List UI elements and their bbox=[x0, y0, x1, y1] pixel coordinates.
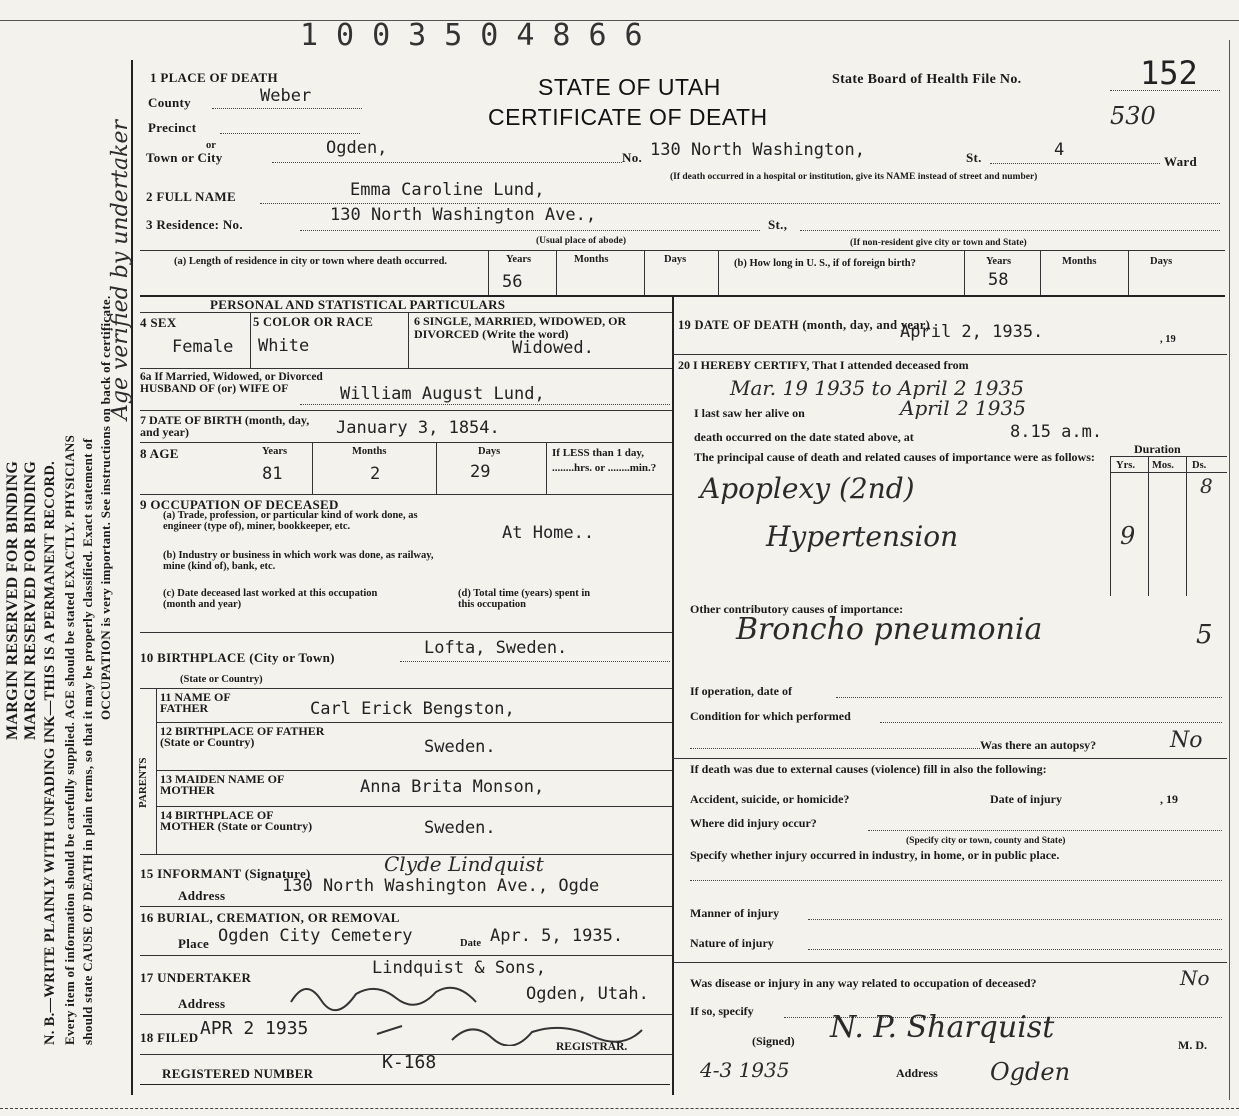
non-resident-note: (If non-resident give city or town and State) bbox=[850, 238, 1027, 248]
county-label: County bbox=[148, 95, 191, 110]
b-years-value: 58 bbox=[988, 270, 1009, 290]
marital-label: 6 SINGLE, MARRIED, WIDOWED, OR DIVORCED (Write the word) bbox=[414, 314, 627, 341]
usual-abode-note: (Usual place of abode) bbox=[536, 236, 626, 246]
duration-mos-label: Mos. bbox=[1152, 460, 1174, 471]
occupation-a-label: (a) Trade, profession, or particular kind of work done, as engineer (type of), miner, bookkeeper, etc. bbox=[163, 510, 418, 532]
if-so-label: If so, specify bbox=[690, 1004, 754, 1018]
occurred-label: death occurred on the date stated above, at bbox=[694, 430, 914, 444]
age-days-label: Days bbox=[478, 446, 501, 457]
filed-label: 18 FILED bbox=[140, 1030, 199, 1045]
mother-name-value: Anna Brita Monson, bbox=[360, 777, 545, 797]
race-value: White bbox=[258, 336, 310, 356]
specify-injury-label: Specify whether injury occurred in industry, in home, or in public place. bbox=[690, 848, 1060, 862]
date-of-death-label: 19 DATE OF DEATH (month, day, and year) bbox=[678, 318, 931, 332]
md-label: M. D. bbox=[1178, 1038, 1207, 1052]
signed-label: (Signed) bbox=[752, 1034, 795, 1048]
birthplace-state-label: (State or Country) bbox=[180, 674, 263, 685]
physician-signature: N. P. Sharquist bbox=[830, 1010, 1055, 1045]
mother-birthplace-value: Sweden. bbox=[424, 818, 496, 838]
registered-number-value: K-168 bbox=[382, 1052, 437, 1073]
age-months-label: Months bbox=[352, 446, 387, 457]
burial-label: 16 BURIAL, CREMATION, OR REMOVAL bbox=[140, 910, 400, 925]
margin-binding-1: MARGIN RESERVED FOR BINDING bbox=[4, 460, 21, 740]
external-causes-label: If death was due to external causes (violence) fill in also the following: bbox=[690, 762, 1047, 776]
a-years-value: 56 bbox=[502, 272, 523, 292]
accident-label: Accident, suicide, or homicide? bbox=[690, 792, 850, 806]
registrar-label: REGISTRAR. bbox=[556, 1041, 628, 1053]
informant-address-value: 130 North Washington Ave., Ogde bbox=[282, 876, 600, 896]
other-cause-days: 5 bbox=[1196, 620, 1213, 650]
occupation-d-label: (d) Total time (years) spent in this occupation bbox=[458, 588, 591, 610]
occupation-c-label: (c) Date deceased last worked at this occupation (month and year) bbox=[163, 588, 378, 610]
full-name-label: 2 FULL NAME bbox=[146, 189, 236, 204]
duration-ds-label: Ds. bbox=[1192, 460, 1207, 471]
street-no-label: No. bbox=[622, 150, 643, 165]
board-file-label: State Board of Health File No. bbox=[832, 72, 1022, 87]
occupation-value: At Home.. bbox=[502, 523, 595, 543]
primary-cause-days: 8 bbox=[1200, 474, 1213, 498]
undertaker-address-value: Ogden, Utah. bbox=[526, 984, 649, 1004]
residence-st-label: St., bbox=[768, 217, 788, 232]
manner-injury-label: Manner of injury bbox=[690, 906, 780, 920]
birthplace-label: 10 BIRTHPLACE (City or Town) bbox=[140, 650, 335, 665]
a-months-label: Months bbox=[574, 254, 609, 265]
mother-birthplace-label: 14 BIRTHPLACE OF MOTHER (State or Country) bbox=[160, 808, 313, 833]
side-handwritten-note: Age verified by undertaker bbox=[108, 119, 133, 420]
undertaker-value: Lindquist & Sons, bbox=[372, 958, 546, 978]
margin-note-1: N. B.—WRITE PLAINLY WITH UNFADING INK—THIS IS A PERMANENT RECORD. bbox=[42, 460, 58, 1045]
residence-length-label: (a) Length of residence in city or town where death occurred. bbox=[174, 256, 448, 267]
hospital-note: (If death occurred in a hospital or institution, give its NAME instead of street and number) bbox=[670, 172, 1038, 182]
duration-label: Duration bbox=[1134, 442, 1181, 456]
race-label: 5 COLOR OR RACE bbox=[253, 315, 374, 329]
burial-date-label: Date bbox=[460, 938, 481, 949]
burial-date-value: Apr. 5, 1935. bbox=[490, 926, 624, 946]
birthplace-value: Lofta, Sweden. bbox=[424, 638, 568, 658]
b-days-label: Days bbox=[1150, 256, 1173, 267]
marital-value: Widowed. bbox=[512, 338, 594, 358]
less-than-day-label: If LESS than 1 day, ........hrs. or ........min.? bbox=[552, 447, 657, 474]
autopsy-label: Was there an autopsy? bbox=[980, 738, 1097, 752]
age-years-value: 81 bbox=[262, 464, 283, 484]
condition-label: Condition for which performed bbox=[690, 709, 851, 723]
registered-number-label: REGISTERED NUMBER bbox=[162, 1066, 314, 1081]
duration-yrs-label: Yrs. bbox=[1116, 460, 1135, 471]
where-injury-note: (Specify city or town, county and State) bbox=[906, 836, 1066, 846]
full-name-value: Emma Caroline Lund, bbox=[350, 180, 545, 200]
residence-label: 3 Residence: No. bbox=[146, 217, 243, 232]
serial-number: 1003504866 bbox=[300, 18, 661, 53]
b-months-label: Months bbox=[1062, 256, 1097, 267]
cause-label: The principal cause of death and related causes of importance were as follows: bbox=[694, 450, 1095, 464]
informant-label: 15 INFORMANT (Signature) bbox=[140, 866, 311, 881]
age-days-value: 29 bbox=[470, 462, 491, 482]
sex-label: 4 SEX bbox=[140, 315, 177, 330]
related-occupation-value: No bbox=[1180, 966, 1210, 990]
where-injury-label: Where did injury occur? bbox=[690, 816, 817, 830]
dob-value: January 3, 1854. bbox=[336, 418, 500, 438]
dob-label: 7 DATE OF BIRTH (month, day, and year) bbox=[140, 413, 310, 439]
father-birthplace-value: Sweden. bbox=[424, 737, 496, 757]
margin-note-4: OCCUPATION is very important. See instructions on back of certificate. bbox=[98, 295, 113, 720]
town-value: Ogden, bbox=[326, 138, 388, 158]
occupation-heading: 9 OCCUPATION OF DECEASED bbox=[140, 497, 339, 512]
attended-dates: Mar. 19 1935 to April 2 1935 bbox=[730, 376, 1024, 400]
father-name-label: 11 NAME OF FATHER bbox=[160, 690, 231, 715]
personal-particulars-heading: PERSONAL AND STATISTICAL PARTICULARS bbox=[210, 297, 506, 312]
related-occupation-label: Was disease or injury in any way related to occupation of deceased? bbox=[690, 976, 1037, 990]
secondary-cause: Hypertension bbox=[766, 520, 959, 553]
undertaker-signature bbox=[286, 972, 486, 1012]
father-name-value: Carl Erick Bengston, bbox=[310, 699, 515, 719]
a-days-label: Days bbox=[664, 254, 687, 265]
ward-label: Ward bbox=[1164, 154, 1197, 169]
residence-value: 130 North Washington Ave., bbox=[330, 205, 597, 225]
last-saw-date: April 2 1935 bbox=[900, 396, 1026, 420]
parents-label: PARENTS bbox=[137, 757, 149, 808]
file-number: 152 bbox=[1140, 54, 1198, 92]
operation-label: If operation, date of bbox=[690, 684, 792, 698]
or-label: or bbox=[206, 140, 216, 151]
autopsy-value: No bbox=[1170, 728, 1203, 753]
margin-binding-2: MARGIN RESERVED FOR BINDING bbox=[22, 460, 39, 740]
st-label: St. bbox=[966, 150, 982, 165]
ward-value: 4 bbox=[1054, 140, 1065, 160]
margin-note-2: Every item of information should be carefully supplied. AGE should be stated EXACTLY. PHYSICIANS bbox=[62, 434, 77, 1045]
place-of-death-heading: 1 PLACE OF DEATH bbox=[150, 70, 278, 85]
nature-injury-label: Nature of injury bbox=[690, 936, 774, 950]
state-heading: STATE OF UTAH bbox=[538, 74, 721, 100]
town-label: Town or City bbox=[146, 150, 223, 165]
occupation-b-label: (b) Industry or business in which work was done, as railway, mine (kind of), bank, etc. bbox=[163, 550, 434, 572]
informant-signature: Clyde Lindquist bbox=[384, 852, 544, 876]
time-of-death: 8.15 a.m. bbox=[1010, 422, 1103, 442]
burial-place-label: Place bbox=[178, 936, 210, 951]
margin-note-3: should state CAUSE OF DEATH in plain terms, so that it may be properly classified. Exact statement of bbox=[80, 438, 95, 1045]
last-saw-label: I last saw her alive on bbox=[694, 406, 805, 420]
filed-date: APR 2 1935 bbox=[200, 1018, 309, 1039]
precinct-label: Precinct bbox=[148, 120, 197, 135]
other-causes-label: Other contributory causes of importance: bbox=[690, 602, 904, 616]
b-years-label: Years bbox=[986, 256, 1012, 267]
date-of-death-value: April 2, 1935. bbox=[900, 322, 1044, 342]
father-birthplace-label: 12 BIRTHPLACE OF FATHER (State or Country) bbox=[160, 724, 325, 749]
certify-label: 20 I HEREBY CERTIFY, That I attended deceased from bbox=[678, 358, 969, 372]
burial-place-value: Ogden City Cemetery bbox=[218, 926, 413, 946]
age-years-label: Years bbox=[262, 446, 288, 457]
handwritten-number: 530 bbox=[1110, 102, 1156, 130]
informant-address-label: Address bbox=[178, 888, 226, 903]
sex-value: Female bbox=[172, 337, 234, 357]
age-months-value: 2 bbox=[370, 464, 381, 484]
signed-date: 4-3 1935 bbox=[700, 1058, 790, 1082]
spouse-value: William August Lund, bbox=[340, 384, 545, 404]
undertaker-address-label: Address bbox=[178, 996, 226, 1011]
street-no-value: 130 North Washington, bbox=[650, 140, 865, 160]
certificate-title: CERTIFICATE OF DEATH bbox=[488, 104, 768, 130]
date-of-death-year: , 19 bbox=[1160, 334, 1176, 345]
physician-address-label: Address bbox=[896, 1066, 938, 1080]
age-label: 8 AGE bbox=[140, 446, 179, 461]
other-cause: Broncho pneumonia bbox=[736, 612, 1043, 647]
county-value: Weber bbox=[260, 86, 312, 106]
secondary-cause-years: 9 bbox=[1120, 522, 1136, 550]
mother-name-label: 13 MAIDEN NAME OF MOTHER bbox=[160, 772, 284, 797]
us-length-label: (b) How long in U. S., if of foreign birth? bbox=[734, 258, 916, 269]
a-years-label: Years bbox=[506, 254, 532, 265]
injury-date-label: Date of injury bbox=[990, 792, 1062, 806]
primary-cause: Apoplexy (2nd) bbox=[700, 472, 915, 505]
physician-address: Ogden bbox=[990, 1058, 1071, 1086]
injury-year: , 19 bbox=[1160, 792, 1178, 806]
undertaker-label: 17 UNDERTAKER bbox=[140, 970, 252, 985]
column-divider bbox=[672, 295, 674, 1095]
spouse-label: 6a If Married, Widowed, or Divorced HUSBAND OF (or) WIFE OF bbox=[140, 371, 323, 395]
